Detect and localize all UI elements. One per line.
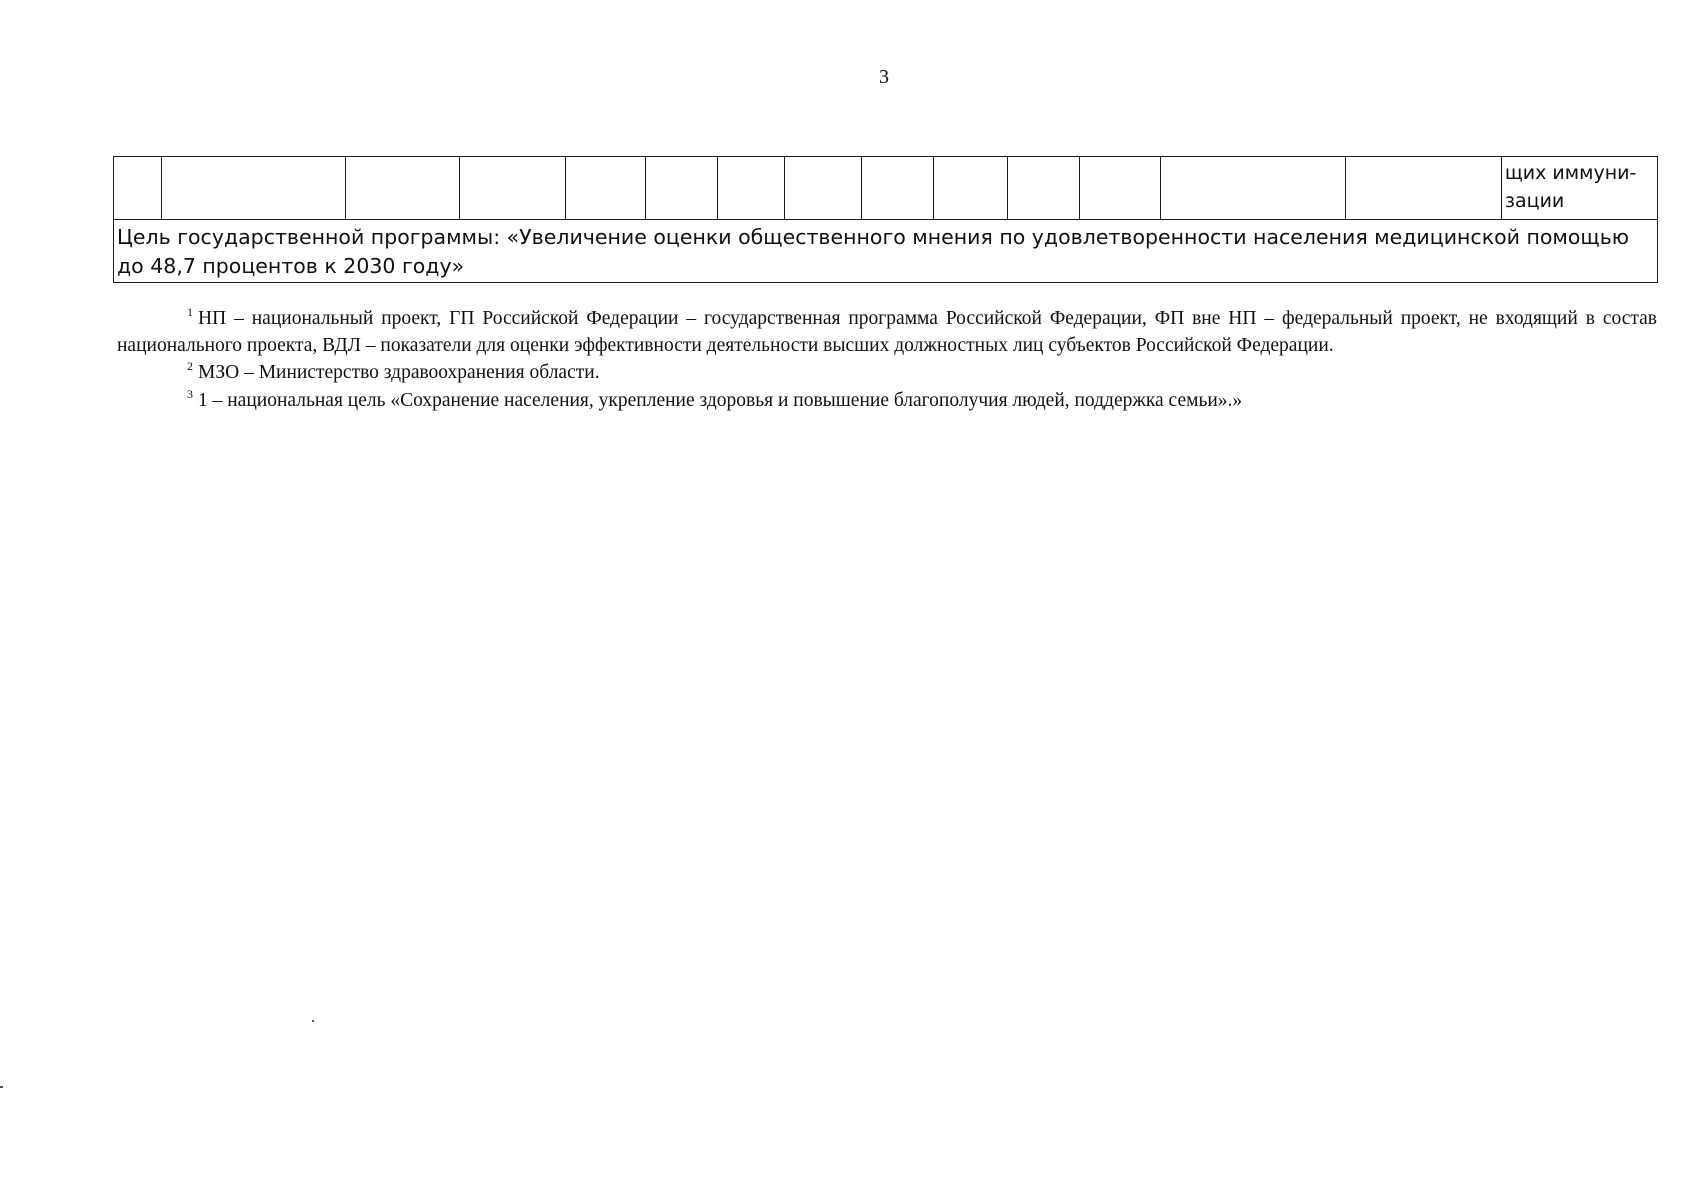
table-cell: [114, 157, 162, 220]
program-goal-cell: Цель государственной программы: «Увеличение оценки общественного мнения по удовлетворенности населения медицинской помощью до 48,7 процентов к 2030 году»: [114, 220, 1658, 283]
footnote-marker: 1: [187, 305, 193, 319]
footnote-1: [117, 305, 1657, 359]
footnote-2: [117, 359, 1657, 386]
table-cell: [1346, 157, 1502, 220]
table-cell: [459, 157, 565, 220]
table-cell: [862, 157, 934, 220]
table-cell: [345, 157, 459, 220]
table-cell: [785, 157, 862, 220]
table-row: [114, 157, 1658, 220]
indicators-table: [113, 156, 1658, 283]
scan-speck: [312, 1020, 314, 1022]
footnote-text: 1 – национальная цель «Сохранение населения, укрепление здоровья и повышение благополучия людей, поддержка семьи».»: [198, 390, 1243, 411]
footnote-text: НП – национальный проект, ГП Российской Федерации – государственная программа Российской Федерации, ФП вне НП – федеральный проект, не входящий в состав национального проекта, ВДЛ – показатели для оценки эффективности деятельности высших должностных лиц субъектов Российской Федерации.: [117, 308, 1657, 356]
table-cell: [565, 157, 645, 220]
table-cell: [161, 157, 345, 220]
footnotes: [117, 305, 1657, 414]
table-cell: [645, 157, 717, 220]
footnote-marker: 3: [187, 387, 193, 401]
scan-speck: [0, 1086, 3, 1088]
footnote-marker: 2: [187, 359, 193, 373]
table-cell: [1008, 157, 1080, 220]
table-cell-immunization: щих иммуни- зации: [1501, 157, 1657, 220]
table-cell: [1080, 157, 1161, 220]
footnote-text: МЗО – Министерство здравоохранения области.: [198, 362, 600, 383]
table-cell: [1161, 157, 1346, 220]
footnote-3: [117, 387, 1657, 414]
table-cell: [934, 157, 1008, 220]
page-number: 3: [879, 66, 889, 88]
table-row-goal: [114, 220, 1658, 283]
table-cell: [717, 157, 785, 220]
